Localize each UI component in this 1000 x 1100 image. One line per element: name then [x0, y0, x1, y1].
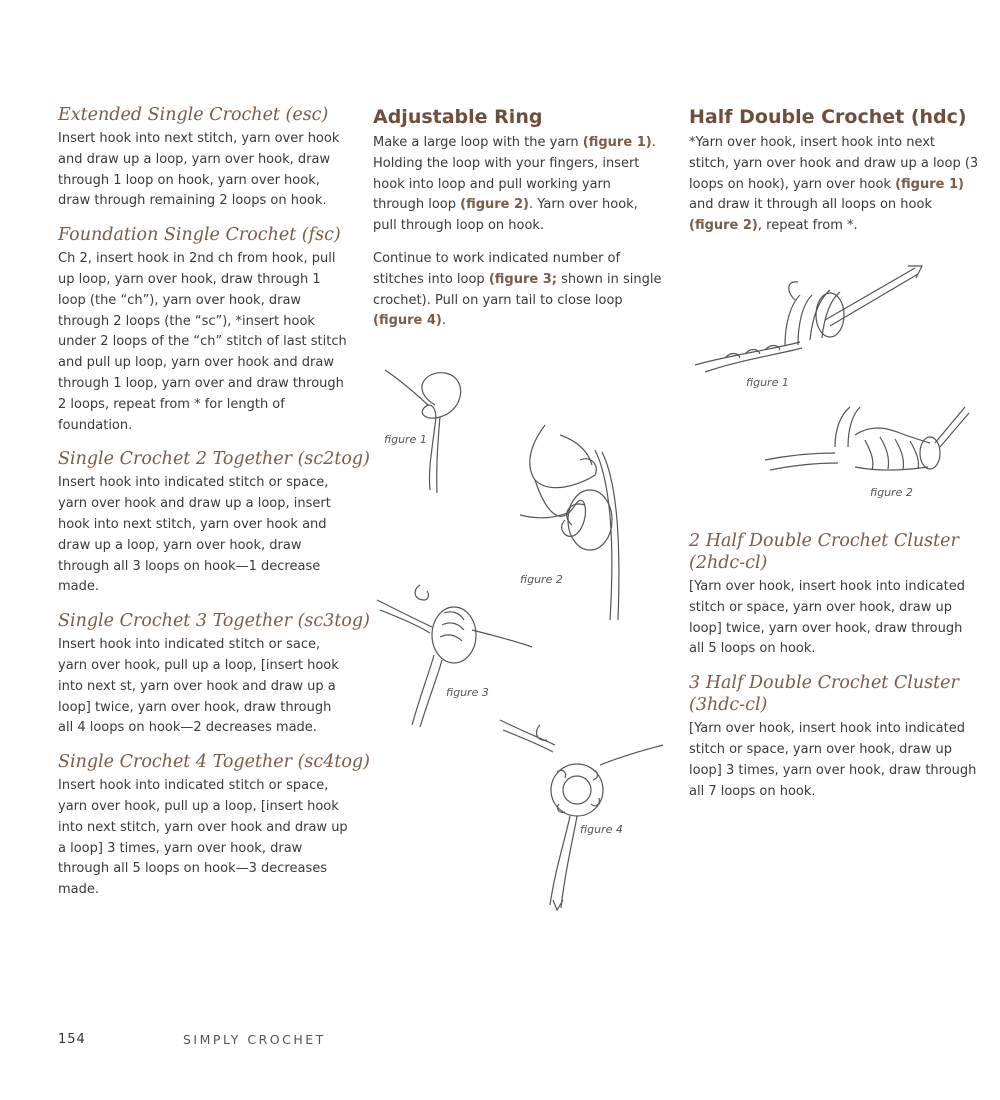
heading-3hdc-cl: 3 Half Double Crochet Cluster (3hdc-cl): [689, 673, 959, 716]
heading-esc: Extended Single Crochet (esc): [58, 105, 329, 125]
hdc-figure-1-illustration: [690, 260, 930, 380]
column-right-lower: [689, 530, 979, 814]
text-run: and draw it through all loops on hook: [689, 197, 932, 213]
text-2hdc-cl: [Yarn over hook, insert hook into indicated stitch or space, yarn over hook, draw up loop] twice, yarn over hook, draw through all 5 loops on hook.: [689, 579, 965, 657]
heading-sc4tog: Single Crochet 4 Together (sc4tog): [58, 752, 370, 773]
heading-fsc: Foundation Single Crochet (fsc): [58, 225, 341, 246]
text-run: Make a large loop with the yarn: [373, 135, 583, 150]
column-right: [689, 104, 979, 249]
text-run: , repeat from *.: [757, 218, 858, 234]
page-number: 154: [58, 1032, 86, 1047]
ring-figure-3-label: figure 3: [446, 686, 489, 699]
text-adjustable-ring-1: [373, 133, 665, 237]
text-sc2tog: Insert hook into indicated stitch or space, yarn over hook and draw up a loop, insert hook into next stitch, yarn over hook and draw up a loop, yarn over hook, draw through all 3 loops on hook—1 decrease made.: [58, 475, 331, 595]
figure-ref: (figure 2): [689, 218, 758, 234]
text-run: . Holding the loop with your fingers, insert hook into loop and pull working yarn through loop: [373, 135, 656, 213]
figure-ref: (figure 4): [373, 313, 442, 329]
column-middle: [373, 104, 665, 344]
figure-ref: (figure 2): [460, 197, 530, 213]
running-title: SIMPLY CROCHET: [183, 1032, 326, 1047]
heading-sc2tog: Single Crochet 2 Together (sc2tog): [58, 449, 370, 470]
heading-2hdc-cl: 2 Half Double Crochet Cluster (2hdc-cl): [689, 531, 959, 573]
text-run: .: [441, 313, 447, 329]
hdc-figure-2-illustration: [760, 385, 970, 490]
text-fsc: Ch 2, insert hook in 2nd ch from hook, pull up loop, yarn over hook, draw through 1 loop (the “ch”), yarn over hook, draw through 2 loops (the “sc”), *insert hook under 2 loops of the “ch” stitch of last stitch and pull up loop, yarn over hook and draw through 1 loop, yarn over and draw through 2 loops, repeat from * for length of foundation.: [58, 251, 347, 433]
ring-figure-1-label: figure 1: [384, 433, 427, 446]
ring-figure-4-illustration: [495, 710, 665, 920]
section-sc2tog: [58, 448, 370, 598]
heading-hdc: Half Double Crochet (hdc): [689, 106, 967, 128]
hdc-figure-1-label: figure 1: [746, 376, 789, 389]
text-sc4tog: Insert hook into indicated stitch or space, yarn over hook, pull up a loop, [insert hook into next stitch, yarn over hook and draw up a loop] 3 times, yarn over hook, draw through all 5 loops on hook—3 decreases made.: [58, 778, 348, 898]
ring-figure-4-label: figure 4: [580, 823, 623, 836]
heading-sc3tog: Single Crochet 3 Together (sc3tog): [58, 611, 370, 632]
section-2hdc-cl: [689, 530, 979, 660]
hdc-figure-2-label: figure 2: [870, 486, 913, 499]
section-sc4tog: [58, 751, 370, 901]
text-run: . Yarn over hook, pull through loop on hook.: [373, 197, 638, 234]
text-run: shown in single crochet). Pull on yarn tail to close loop: [373, 271, 662, 308]
column-left: [58, 104, 370, 913]
figure-ref: (figure 1): [582, 135, 652, 150]
figure-ref: (figure 1): [895, 176, 964, 192]
figure-ref: (figure 3;: [488, 271, 557, 287]
heading-adjustable-ring: Adjustable Ring: [373, 106, 543, 128]
text-3hdc-cl: [Yarn over hook, insert hook into indicated stitch or space, yarn over hook, draw up loop] 3 times, yarn over hook, draw through all 7 loops on hook.: [689, 721, 977, 799]
text-run: *Yarn over hook, insert hook into next stitch, yarn over hook and draw up a loop (3 loops on hook), yarn over hook: [689, 135, 979, 192]
section-3hdc-cl: [689, 672, 979, 802]
text-adjustable-ring-2: [373, 249, 665, 332]
section-esc: [58, 104, 348, 212]
text-sc3tog: Insert hook into indicated stitch or sace, yarn over hook, pull up a loop, [insert hook into next st, yarn over hook and draw up a loop] twice, yarn over hook, draw through all 4 loops on hook—2 decreases made.: [58, 637, 339, 736]
text-run: Continue to work indicated number of stitches into loop: [373, 250, 621, 287]
section-fsc: [58, 224, 348, 436]
text-hdc: [689, 133, 979, 237]
ring-figure-2-label: figure 2: [520, 573, 563, 586]
text-esc: Insert hook into next stitch, yarn over hook and draw up a loop, yarn over hook, draw through 1 loop on hook, yarn over hook, draw through remaining 2 loops on hook.: [58, 131, 340, 209]
section-sc3tog: [58, 610, 370, 739]
